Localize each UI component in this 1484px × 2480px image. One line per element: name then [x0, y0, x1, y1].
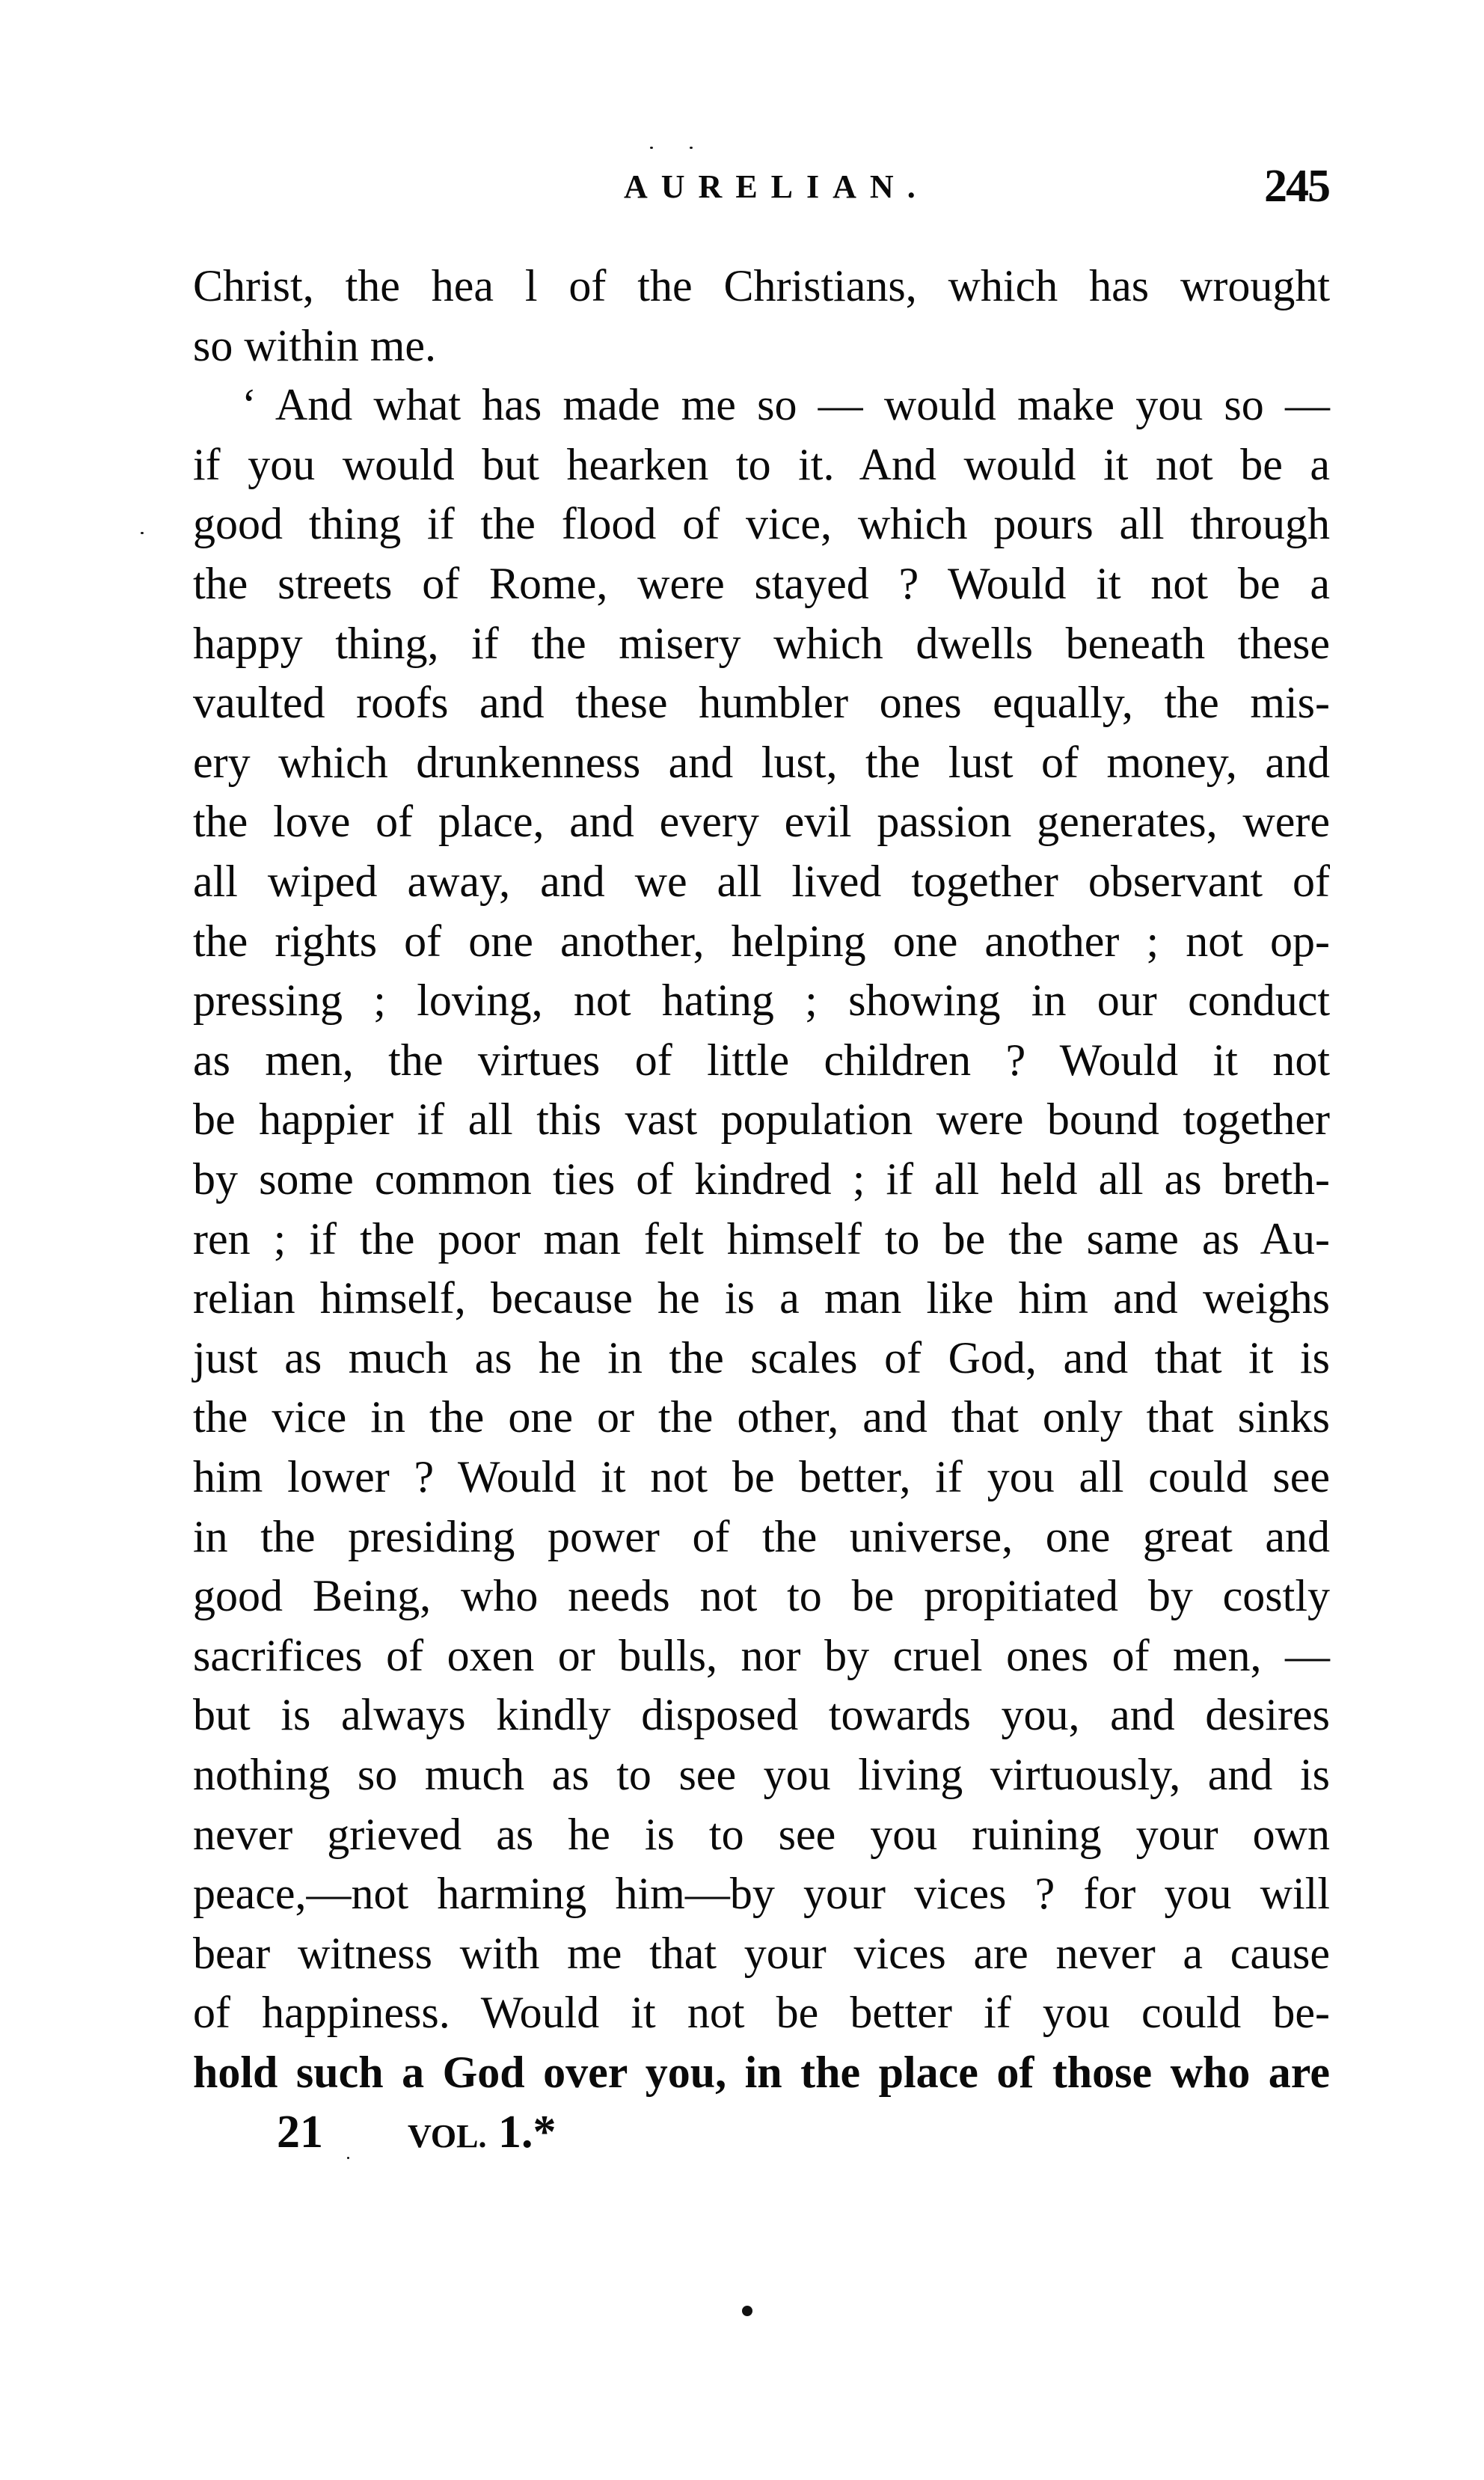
text-line: peace,—not harming him—by your vices ? for you will	[193, 1869, 1330, 1919]
ink-speck	[141, 532, 144, 534]
text-line: ‘ And what has made me so — would make you so —	[242, 380, 1330, 430]
text-line: as men, the virtues of little children ? Would it not	[193, 1035, 1330, 1085]
page-number: 245	[1264, 161, 1329, 212]
volume-number: 1.*	[497, 2107, 556, 2158]
ink-speck	[347, 2157, 349, 2159]
text-line: ery which drunkenness and lust, the lust of money, and	[193, 737, 1330, 787]
text-line: never grieved as he is to see you ruining your own	[193, 1809, 1330, 1859]
text-line: in the presiding power of the universe, one great and	[193, 1511, 1330, 1561]
text-line: all wiped away, and we all lived together observant of	[193, 857, 1330, 906]
text-line: the vice in the one or the other, and that only that sinks	[193, 1392, 1330, 1442]
running-head-title: AURELIAN.	[624, 168, 929, 205]
text-line: him lower ? Would it not be better, if you all could see	[193, 1452, 1330, 1501]
text-line: by some common ties of kindred ; if all held all as breth-	[193, 1154, 1330, 1204]
text-line: be happier if all this vast population were bound together	[193, 1094, 1330, 1145]
text-line: good thing if the flood of vice, which pours all through	[193, 499, 1330, 549]
signature-footer	[0, 2102, 1484, 2162]
text-line: sacrifices of oxen or bulls, nor by cruel ones of men, —	[193, 1630, 1330, 1680]
text-line: ren ; if the poor man felt himself to be the same as Au-	[193, 1213, 1330, 1264]
text-line: the rights of one another, helping one another ; not op-	[193, 916, 1330, 966]
text-line: of happiness. Would it not be better if you could be-	[193, 1988, 1330, 2038]
text-line: Christ, the hea l of the Christians, which has wrought	[193, 261, 1330, 310]
text-line: nothing so much as to see you living virtuously, and is	[193, 1750, 1330, 1799]
text-line: the streets of Rome, were stayed ? Would it not be a	[193, 559, 1330, 608]
text-line: hold such a God over you, in the place of those who are	[193, 2048, 1330, 2097]
text-line: if you would but hearken to it. And would it not be a	[193, 439, 1330, 489]
ink-speck	[690, 147, 693, 149]
signature-number: 21	[277, 2107, 323, 2158]
volume-label: VOL.	[408, 2118, 487, 2155]
text-line: happy thing, if the misery which dwells beneath these	[193, 618, 1330, 668]
volume-mark	[408, 2102, 556, 2167]
text-line: so within me.	[193, 320, 436, 370]
text-line: vaulted roofs and these humbler ones equally, the mis-	[193, 678, 1330, 728]
text-line: pressing ; loving, not hating ; showing in our conduct	[193, 976, 1330, 1026]
text-line: but is always kindly disposed towards you, and desires	[193, 1690, 1330, 1740]
text-line: the love of place, and every evil passion generates, were	[193, 797, 1330, 847]
text-line: relian himself, because he is a man like him and weighs	[193, 1273, 1330, 1323]
text-line: bear witness with me that your vices are never a cause	[193, 1928, 1330, 1978]
ink-speck	[742, 2306, 752, 2316]
text-line: just as much as he in the scales of God, and that it is	[193, 1332, 1330, 1383]
running-head	[0, 0, 1484, 224]
ink-speck	[650, 147, 653, 149]
text-line: good Being, who needs not to be propitiated by costly	[193, 1571, 1330, 1621]
